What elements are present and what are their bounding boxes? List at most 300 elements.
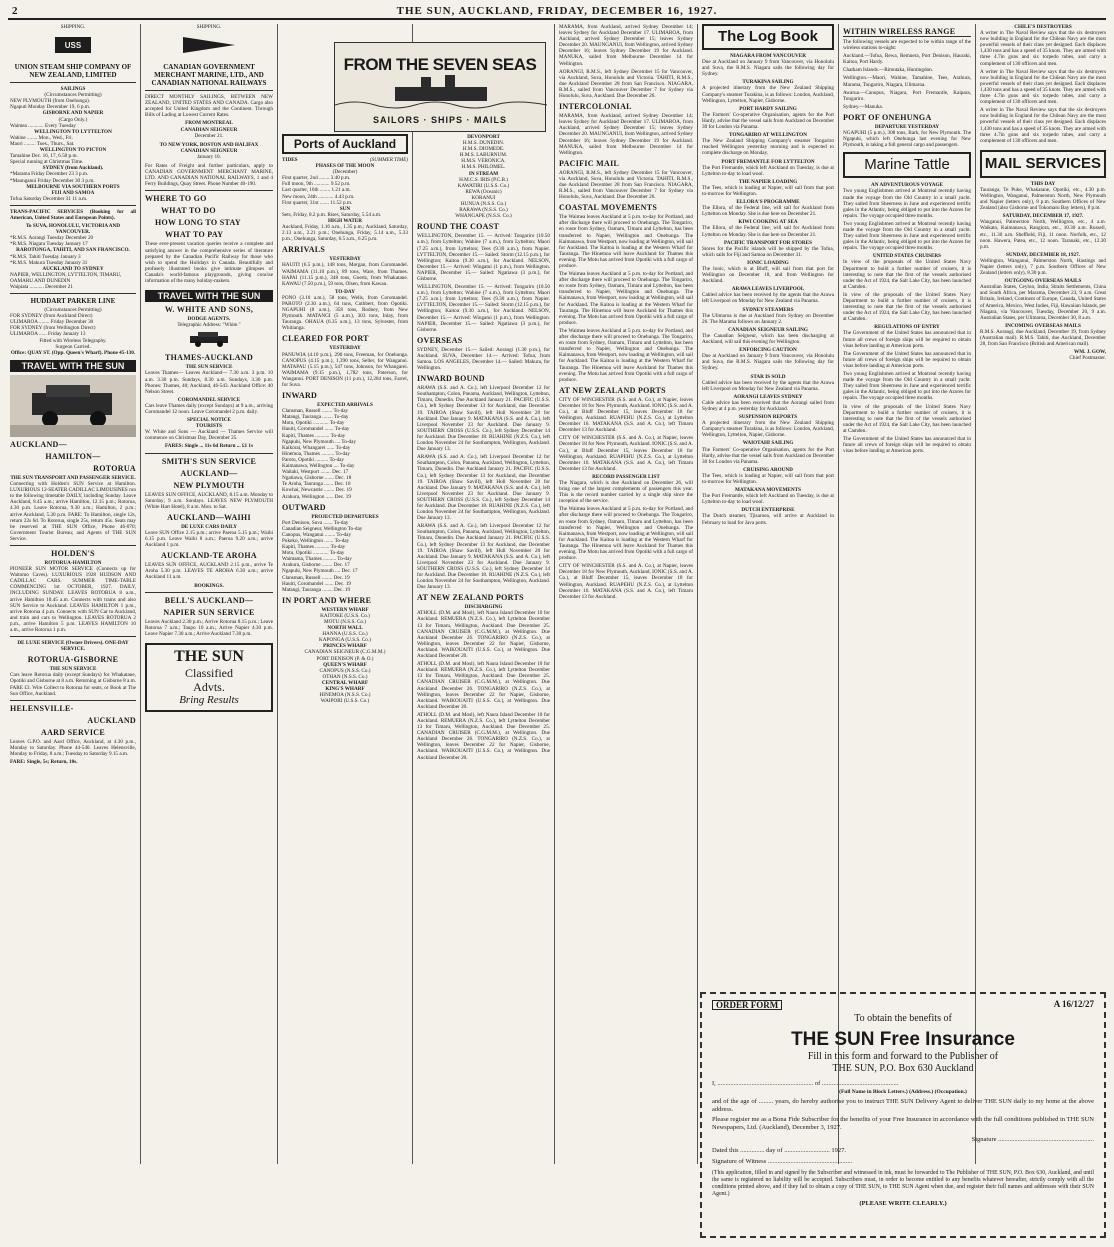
niagara-body: Due at Auckland on January 9 from Vancouver, via Honolulu and Suva, the R.M.S. Niagara sails the following day for Sydney. [702,353,834,372]
sun-heading: SUN [339,205,351,212]
list-item: Pukeko, Wellington ....... To-day [282,537,350,544]
what-to-pay: WHAT TO PAY [165,230,224,240]
route-title-2: HAMILTON— [45,451,101,461]
marine-tattle-heading: Marine Tattle [843,152,971,178]
high-water-body: Auckland, Friday, 1.16 a.m., 1.35 p.m.; Auckland, Saturday, 2.13 a.m., 2.21 p.m.; Onehunga, Friday, 5.14 a.m., 5.33 p.m.; Onehunga, Saturday, 6.5 a.m., 6.25 p.m. [282,224,408,243]
list-item: H.M.S. LABURNUM. [459,152,508,159]
bell-body: Leaves Auckland 2.30 p.m.; Arrive Rotorua 8.15 p.m.; Leave Rotorua 7 a.m.; Taupo 10 a.m.; Arrive Napier 4.30 p.m. Leave Napier 7.30 a.m.; Arrive Auckland 7.30 p.m. [145,618,273,637]
list-item: WELLINGTON TO PICTON [39,147,107,154]
projected-heading: PROJECTED DEPARTURES [311,513,379,520]
list-item: NEW PLYMOUTH (from Onehunga). [10,98,91,105]
list-item: Ngapuhi, New Plymouth .... Dec. 17 [282,568,358,575]
sunday-body: Wellington, Wanganui, Palmerston North, Hastings and Napier (letters only), 7 p.m. Southern Offices of New Zealand (letters only), 8.30 p.m. [980,257,1106,277]
column-wireless [843,24,971,986]
list-item: Auckland.—Tofua, Rewa, Remuera, Port Denison, Hauraki, Kaitoa, Port Hardy. [843,53,971,66]
sydney-steamer-body: The Ulimaroa is due at Auckland from Sydney on December 26. The Marama follows on January 2. [702,312,834,325]
onehunga-heading: PORT OF ONEHUNGA [843,112,932,122]
date-field[interactable]: Dated this ............... day of ............................ 1927. [712,1147,846,1154]
pacific-transport-body: Stores for the Pacific islands will be shipped by the Tofua, which sails for Fiji and Samoa on December 31. [702,245,834,258]
tees-body: The Tees, which is loading at Napier, will sail from that port to-morrow for Wellington. [702,184,834,197]
list-item: WHANGAPE (N.S.S. Co.) [455,213,512,220]
helensville-title-1: HELENSVILLE- [10,703,74,713]
us-cruisers-body: In view of the proposals of the United States Navy Department to build a further number of cruisers, it is interesting to note that the first of the vessels authorised under the Act of 1924, the Salt Lake City, has been launched at Camden. [843,291,971,323]
destroyers-body: A writer in The Naval Review says that the six destroyers now building in England for the Chilean Navy are the most powerful vessels of their class yet designed. Each displaces 1,430 tons and has a speed of 35 knots. They are armed with three 4.7in guns and six torpedo tubes, and carry a complement of 130 officers and men. [980,30,1106,67]
adventurous-body: Two young Englishmen arrived at Montreal recently having made the voyage from the Old Country in a small yacht. They sailed from Sheerness in June and experienced terrific gales in the Atlantic, being obliged to put into the Azores for repairs. The voyage occupied three months. [843,220,971,252]
pennant-icon [145,30,273,60]
turakina-heading: TURAKINA SAILING [742,79,794,86]
list-item: KORANUI [471,194,496,201]
list-item: Tamahine Dec. 16, 17, 6.50 p.m. [10,153,78,160]
niagara-body: Due at Auckland on January 9 from Vancouver, via Honolulu and Suva, the R.M.S. Niagara sails the following day for Sydney. [702,59,834,78]
tees-heading: THE NAPIER LOADING [738,178,798,185]
column-rule [554,24,555,1164]
cooking-heading: KIWI COOKING AT SEA [738,219,798,226]
route-sub: THE SUN TRANSPORT AND PASSENGER SERVICE. [10,474,136,481]
list-item: Motu, Opotiki ............ To-day [282,550,345,557]
overseas-heading: OVERSEAS [417,335,463,345]
arrivals-body: HAUITI (6.5 p.m.), 148 tons, Morgan, from Coromandel. WAIMAMA (11.10 p.m.), 89 tons, Ware, from Thames. HAPAI (11.15 p.m.), 348 tons, Goertz, from Whakatane. KAWAU (7.50 p.m.), 59 tons, Olsen, from Kawau. [282,262,408,287]
saturday-heading: SATURDAY, DECEMBER 17, 1927. [1002,213,1084,220]
classified-title: THE SUN [174,647,244,665]
destroyers-body: A writer in The Naval Review says that the six destroyers now building in England for the Chilean Navy are the most powerful vessels of their class yet designed. Each displaces 1,430 tons and has a speed of 35 knots. They are armed with three 4.7in guns and six torpedo tubes, and carry a complement of 130 officers and men. [980,68,1106,106]
sunday-heading: SUNDAY, DECEMBER 18, 1927. [1006,251,1080,258]
witness-field[interactable]: Signature of Witness .................................................... [712,1158,853,1165]
list-item: CANADIAN SEIGNEUR (C.G.M.M.) [304,649,386,656]
white-sub: DODGE AGENTS. [187,316,231,323]
canadian-body: DIRECT MONTHLY SAILINGS, BETWEEN NEW ZEALAND, UNITED STATES AND CANADA. Cargo also accepted for United Kingdom and the Continent. Through Bills of Lading at Lowest Current Rates. [145,94,273,119]
list-item: FIJI AND SAMOA [51,189,95,196]
western-wharf: WESTERN WHARF [321,606,369,613]
round-coast-body: WELLINGTON, December 15. — Arrived: Tongariro (10.50 a.m.), from Lyttelton; Wahine (7 a.m.), from Lyttelton; Maori (7.25 a.m.), from Lyttelton; Tees (9.30 a.m.), from Napier. LYTTELTON, December 15.— Sailed: Storm (12.15 p.m.), for Wellington; Kaitoa (9.30 a.m.), for Auckland. NELSON, December 15.— Arrived: Wingatui (1 p.m.), from Wellington. NAPIER, December 15.— Sailed: Ngatiawa (3 p.m.), for Gisborne. [417,284,550,333]
smith-body: LEAVES SUN OFFICE, AUCKLAND, 8.15 a.m. Monday to Saturday; 9 a.m. Sundays. LEAVES NEW PLYMOUTH (White Hart Hotel), 8 a.m. Mon. to Sat. [145,491,273,510]
list-item: NORTH WALL [327,625,363,632]
list-item: *R.M.S. Makura Tuesday January 31 [10,259,88,266]
ellora-body: The Ellora, of the Federal line, will sail for Auckland from Lyttelton on Monday. She is due here on December 21. [702,225,834,238]
waihi-heading: AUCKLAND—WAIHI [167,512,251,522]
list-item: ULIMAROA ...... Friday January 13 [10,331,86,338]
coastal-body: The Waimea leaves Auckland at 5 p.m. to-day for Portland, and after discharge there will proceed to Onehunga. The Tongariro, en route from Sydney, Oamaru, Timaru and Lyttelton, has been transferred to Napier, Wellington and Onehunga. The Kaimanawa, from Westport, now loading at Wellington, will sail for Auckland. The Kaitoa is loading at the Western Wharf for Tauranga. The Hinemoa will leave Auckland for Thames this evening. The Motu has arrived from Opotiki with a full cargo of produce. [559,327,693,383]
list-item: Special running at Christmas Time. [10,159,84,166]
list-item: *R.M.S. Tahiti Tuesday January 3 [10,253,81,260]
coromandel-heading: COROMANDEL SERVICE [177,396,241,403]
hardy-body: The Farmers' Co-operative Organisation, agents for the Port Hardy, advise that the vessel sails from Auckland on December 30 for London via Panama. [702,446,834,465]
at-nz-body: ATHOLL (D.M. and Mosl), left Naura Island December 10 for Auckland. REMUERA (N.Z.S. Co.), left Lyttelton December 13 for Timaru, Wellington, Auckland. Due December 25. CANADIAN CRUISER (C.G.M.M.), at Wellington. Due Auckland December 26. TONGARIRO (N.Z.S. Co.), at Wellington, leaves December 22 for Napier, Gisborne, Auckland. WAIKOUAITI (U.S.S. Co.), at Wellington. Due Auckland December 20. [417,610,550,660]
pacific-body: AORANGI, R.M.S., left Sydney December 15 for Vancouver, via Auckland, Suva, Honolulu and Victoria. TAHITI, R.M.S., due Auckland December 28 from San Francisco. NIAGARA, R.M.S., sailed from Vancouver December 7 for Sydney via Honolulu, Suva, Auckland. Due December 26. [559,169,693,201]
list-item: WELLINGTON TO LYTTELTON [34,128,112,135]
postmaster-name: WM. J. GOW, [1074,349,1106,356]
devonport-heading: DEVONPORT [467,134,500,140]
list-item: Matangi, Tauranga ........ To-day [282,414,349,421]
fremantle-body: The Port Fremantle, which left Auckland on Tuesday, is due at Lyttelton to-day to load wool. [702,164,834,177]
enforcing-heading: ENFORCING CAUTION [739,347,797,354]
coastal-body: The Waimea leaves Auckland at 5 p.m. to-day for Portland, and after discharge there will proceed to Onehunga. The Tongariro, en route from Sydney, Oamaru, Timaru and Lyttelton, has been transferred to Napier, Wellington and Onehunga. The Kaimanawa, from Westport, now loading at Wellington, will sail for Auckland. The Kaitoa is loading at the Western Wharf for Tauranga. The Hinemoa will leave Auckland for Thames this evening. The Motu has arrived from Opotiki with a full cargo of produce. [559,271,693,326]
special-notice: SPECIAL NOTICE [187,417,231,424]
list-item: Waipiata ........... December 21 [10,284,73,290]
us-cruisers-body: In view of the proposals of the United States Navy Department to build a further number of cruisers, it is interesting to note that the first of the vessels authorised under the Act of 1924, the Salt Lake City, has been launched at Camden. [843,259,971,290]
niagara-heading: NIAGARA FROM VANCOUVER [730,53,806,59]
ionic-heading: IONIC LOADING [747,259,789,266]
tees-body: The Tees, which is loading at Napier, will sail from that port to-morrow for Wellington. [702,472,834,485]
expected-heading: EXPECTED ARRIVALS [317,402,373,409]
column-rule [140,24,141,1164]
destroyers-heading: CHILE'S DESTROYERS [1014,24,1072,30]
order-form-address: THE SUN, P.O. Box 630 Auckland [832,1063,974,1074]
arawa-body: Cabled advice has been received by the agents that the Arawa left Liverpool on Monday for New Zealand via Panama. [702,292,834,305]
regulations-heading: REGULATIONS OF ENTRY [874,324,940,331]
stream-heading: IN STREAM [468,170,499,177]
masthead-title: THE SUN, AUCKLAND, FRIDAY, DECEMBER 16, 1927. [396,5,718,17]
inward-bound-body: ARAWA (S.S. and A. Co.), left Liverpool December 12 for Southampton, Colon, Panama, Auckland, Wellington, Lyttelton, Timaru, Dunedin. Due Auckland January 21. PACIFIC (U.S.S. Co.), left Sydney December 13 for Auckland, due December 19. TAIROA (Shaw Savill), left Hull November 20 for Auckland. Due January 9. MATAKANA (S.S. and A. Co.), left Liverpool November 23 for Auckland. Due January 9. SOUTHERN CROSS (U.S.S. Co.), left Sydney December 14 for Auckland. Due December 18. RUAHINE (N.Z.S. Co.), left London November 24 for Southampton, Wellington, Auckland. Due January 13. [417,523,550,591]
list-item: Surgeon Carried. [55,343,91,350]
this-day-body: Tauranga, Te Puke, Whakatane, Opotiki, etc., 4.30 p.m. Wellington, Wanganui, Palmerston North, New Plymouth and Napier (letters only), 8 p.m. Southern Offices of New Zealand (also Gisborne and Tokomaru Bay letters), 8 p.m. [980,186,1106,212]
waihi-sub: DE LUXE CARS DAILY [181,523,237,530]
classified-line: Bring Results [179,693,239,706]
seigneur-body: The Canadian Seigneur, which has been discharging at Auckland, will sail this evening for Wellington. [702,332,834,346]
order-form-headline: THE SUN Free Insurance [791,1029,1015,1050]
list-item: RARAWA (N.S.S. Co.) [459,207,508,214]
list-item: Ngapuhi, New Plymouth .... To-day [282,438,357,445]
list-item: Canadian Seigneur, Wellington To-day [282,525,363,532]
column-devonport [417,134,550,1242]
outward-heading: OUTWARD [282,502,326,512]
column-rule [697,24,698,1164]
tongariro-heading: TONGARIRO AT WELLINGTON [729,132,807,139]
incoming-heading: INCOMING OVERSEAS MAILS [1005,322,1081,329]
list-item: Clansman, Russell ........ Dec. 19 [282,574,350,581]
column-shipping-canadian [145,24,273,1242]
canadian-contact: For Rates of Freight and further particulars, apply to CANADIAN GOVERNMENT MERCHANT MARINE, LTD. AND CANADIAN NATIONAL RAILWAYS, 1 and 4 Ferry Buildings, Quay Street. Phone Number 40-190. [145,163,273,188]
regulations-body: The Government of the United States has announced that in future all crews of foreign ships will be required to obtain visas before landing at American ports. [843,435,971,455]
tides-heading: TIDES [282,157,298,163]
departure-body: NGAPUHI (5 p.m.), 308 tons, Bark, for New Plymouth. The Ngapuhi, which left Onehunga last evening for New Plymouth, is taking a full general cargo and passengers. [843,130,971,149]
list-item: FOR SYDNEY (from Auckland Direct) [10,313,93,320]
list-item: Matangi, Tauranga ........ Dec. 19 [282,586,351,593]
saturday-body: Wanganui, Palmerston North, Wellington, etc., 4 a.m. Waikato, Kaimanawa, Rangiora, etc., 10.30 a.m. Russell, etc., 11.30 a.m. Sheffield, Fiji, 11 noon. Norfolk, etc., 12 noon. Hawera, Patea, etc., 12 noon. Taranaki, etc., 12.30 p.m. [980,219,1106,250]
list-item: *Marama Friday December 23 3 p.m. [10,171,89,178]
inward-bound-heading: INWARD BOUND [417,374,485,384]
list-item: FOR SYDNEY (from Wellington Direct) [10,325,96,332]
arrivals-heading: ARRIVALS [282,245,326,255]
regulations-body: The Government of the United States has announced that in future all crews of foreign ships will be required to obtain visas before landing at American ports. [843,350,971,369]
list-item: CENTRAL WHARF [321,679,369,686]
record-body: The Niagara, which is due Auckland on December 26, will bring one of the largest complements of passengers this year. This is the record number carried by a single ship since the inception of the service. [559,480,693,505]
coastal-body: The Waimea leaves Auckland at 5 p.m. to-day for Portland, and after discharge there will proceed to Onehunga. The Tongariro, en route from Sydney, Oamaru, Timaru and Lyttelton, has been transferred to Napier, Wellington and Onehunga. The Kaimanawa, from Westport, now loading at Wellington, will sail for Auckland. The Kaitoa is loading at the Western Wharf for Tauranga. The Hinemoa will leave Auckland for Thames this evening. The Motu has arrived from Opotiki with a full cargo of produce. [559,506,693,562]
destroyers-body: A writer in The Naval Review says that the six destroyers now building in England for the Chilean Navy are the most powerful vessels of their class yet designed. Each displaces 1,430 tons and has a speed of 35 knots. They are armed with three 4.7in guns and six torpedo tubes, and carry a complement of 130 officers and men. [980,107,1106,144]
section-label: SHIPPING. [196,24,222,30]
mail-services-heading: MAIL SERVICES [980,150,1106,178]
order-form-ref: A 16/12/27 [1053,999,1094,1009]
list-item: Te Aroha, Tauranga ....... Dec. 18 [282,481,351,488]
travel-banner: TRAVEL WITH THE SUN [10,360,136,372]
what-to-do: WHAT TO DO [161,206,216,216]
trans-pacific-head: TRANS-PACIFIC SERVICES (Booking for all American, United States and European Points). [10,208,136,221]
huddart-sub: (Circumstances Permitting) [44,307,102,314]
regulations-body: The Government of the United States has announced that in future all crews of foreign ships will be required to obtain visas before landing at American ports. [843,330,971,349]
list-item: New moon, 24th ............ 4.43 p.m. [282,193,355,200]
list-item: KAPONGA (U.S.S. Co.) [319,637,371,644]
smith-sub: AUCKLAND— [180,468,238,478]
list-item: H.M.S. VERONICA. [461,158,506,165]
list-item: OTHAN (N.S.S. Co.) [322,673,368,680]
at-nz-ports-body: CITY OF WINCHESTER (S.S. and A. Co.), at Napier, leaves December 18 for New Plymouth, Auckland. IONIC (S.S. and A. Co.), at Bluff December 15, leaves December 18 for Wellington, Auckland. RUAPEHU (N.Z.S. Co.), at Lyttelton December 16. MATAKANA (S.S. and A. Co.), left Timaru December 13 for Auckland. [559,563,693,600]
turakina-body: A projected itinerary from the New Zealand Shipping Company's steamer Turakina, is as follows: London, Auckland, Wellington, Lyttelton, Napier, Gisborne. [702,420,834,439]
list-item: Kapiti, Thames ........... To-day [282,432,346,439]
list-item: REWA (Oceanic) [465,188,502,195]
discharging: DISCHARGING [464,604,503,611]
seven-seas-banner [334,42,546,132]
ionic-body: The Ionic, which is at Bluff, will sail from that port for Wellington on December 18, and from Wellington for Auckland. [702,266,834,285]
company-name: CANADIAN GOVERNMENT MERCHANT MARINE, LTD., AND CANADIAN NATIONAL RAILWAYS [151,63,267,88]
list-item: GISBORNE AND NAPIER [42,110,104,117]
order-form [700,992,1106,1238]
list-item: Canopus, Wanganui ........ To-day [282,531,352,538]
page-number: 2 [12,5,19,17]
departure-heading: DEPARTURE YESTERDAY [874,123,940,130]
sydney-steamer-heading: SYDNEY STEAMERS [742,306,794,313]
thames-heading: THAMES-AUCKLAND [164,353,254,363]
adventurous-heading: AN ADVENTUROUS VOYAGE [871,182,943,189]
list-item: Hauiti, Coromandel ....... Dec. 19 [282,580,352,587]
ship-name: CANADIAN SEIGNEUR [180,126,238,133]
cleared-body: PANUWIA (4.10 p.m.), 290 tons, Freeman, for Onehunga. CANOPUS (4.15 p.m.), 1,390 tons, Seller, for Wanganui. MATAPAU (5.15 p.m.), 547 tons, Johnson, for Whangarei. WAIMAMA (9.15 p.m.), 1,782 tons, Paterson, for Wanganui. PORT DENISON (11 p.m.), 12,284 tons, Farrel, for Suva. [282,351,408,388]
sun-line: Sets, Friday, 8.2 p.m. Rises, Saturday, 5.54 a.m. [282,211,382,218]
suspension-heading: SUSPENSION REPORTS [738,414,798,421]
deluxe: DE LUXE SERVICE (Owner Drivers). ONE-DAY SERVICE. [17,640,129,653]
classified-line: Classified [185,665,233,680]
signature-field[interactable]: Signature ........................................................... [971,1136,1094,1143]
column-rule [412,24,413,1164]
column-mail [980,24,1106,986]
to-new-york: TO NEW YORK, BOSTON AND HALIFAX [159,141,259,148]
intercolonial-body: AORANGI, R.M.S., left Sydney December 15 for Vancouver, via Auckland, Suva, Honolulu and Victoria. TAHITI, R.M.S., due Auckland December 28 from San Francisco. NIAGARA, R.M.S., sailed from Vancouver December 7 for Sydney via Honolulu, Suva, Auckland. Due December 26. [559,68,693,100]
list-item: H.M.S. PHILOMEL. [461,164,506,171]
list-item: QUEEN'S WHARF [323,661,367,668]
company-name: UNION STEAM SHIP COMPANY OF NEW ZEALAND, LIMITED [14,63,132,80]
round-coast-heading: ROUND THE COAST [417,222,500,232]
intercolonial-heading: INTERCOLONIAL [559,102,632,112]
column-intercolonial [559,24,693,1242]
column-log-book [702,24,834,986]
list-item: Office: QUAY ST. (Opp. Queen's Wharf). Phone 45-130. [10,349,136,356]
order-form-closing: (PLEASE WRITE CLEARLY.) [859,1200,947,1207]
section-label: SHIPPING. [60,24,86,30]
route-title-3: ROTORUA [93,463,136,473]
pacific-heading: PACIFIC MAIL [559,158,620,168]
list-item: (Cargo Only.) [58,116,88,123]
list-item: HINEMOA (N.S.S. Co.) [319,692,371,699]
list-item: PRINCES WHARF [323,643,367,650]
intercolonial-body: MARAMA, from Auckland, arrived Sydney December 14; leaves Sydney for Auckland December 17. ULIMAROA, from Auckland, arrived Sydney December 15; leaves Sydney December 20. MAUNGANUI, from Wellington, arrived Sydney December 16; leaves Sydney December 19 for Auckland. MANUKA, sailed from Melbourne December 14 for Wellington. [559,113,693,156]
thames-body: Leaves Thames— Leaves Auckland— 7.30 a.m. 3 p.m. 10 a.m. 3.30 p.m. Sundays, 8.30 a.m. Sundays, 3.30 p.m. Phones: Thames, 40; Auckland, 46-543. Auckland Office: 40 Nelson Street. [145,370,273,395]
gisborne-sub: THE SUN SERVICE [49,666,97,673]
order-form-intro: To obtain the benefits of [854,1013,952,1024]
log-book-heading: The Log Book [702,24,834,50]
where-to-go: WHERE TO GO [145,194,207,204]
fremantle-body: The Port Fremantle, which left Auckland on Tuesday, is due at Lyttelton to-day to load wool. [702,493,834,506]
list-item: Waimama, Thames .......... To-day [282,556,352,563]
arawa-heading: ARAWA LEAVES LIVERPOOL [731,286,805,293]
helensville-body: Leaves G.P.O. and Aard Office, Auckland, at 4.30 p.m., Monday to Saturday. Phone 44-540. Leaves Helensville, Monday to Friday, 8 a.m.; Tuesday to Saturday 9.15 a.m. [10,738,136,757]
sailings-head: SAILINGS [60,86,86,93]
at-nz-body: ATHOLL (D.M. and Mosl), left Naura Island December 10 for Auckland. REMUERA (N.Z.S. Co.), left Lyttelton December 13 for Timaru, Wellington, Auckland. Due December 25. CANADIAN CRUISER (C.G.M.M.), at Wellington. Due Auckland December 26. TONGARIRO (N.Z.S. Co.), at Wellington, leaves December 22 for Napier, Gisborne, Auckland. WAIKOUAITI (U.S.S. Co.), at Wellington. Due Auckland December 20. [417,711,550,761]
list-item: MOTU (N.S.S. Co.) [323,619,367,625]
list-item: Ngatiawa, Gisborne ....... Dec. 18 [282,475,352,482]
at-nz-ports-body: CITY OF WINCHESTER (S.S. and A. Co.), at Napier, leaves December 18 for New Plymouth, Auckland. IONIC (S.S. and A. Co.), at Bluff December 15, leaves December 18 for Wellington, Auckland. RUAPEHU (N.Z.S. Co.), at Lyttelton December 16. MATAKANA (S.S. and A. Co.), left Timaru December 13 for Auckland. [559,396,693,434]
aorangi-heading: AORANGI LEAVES SYDNEY [733,393,803,400]
helensville-fares: FARE: Single, 5s; Return, 10s. [10,759,78,766]
sailings-sub: (Circumstances Permitting) [44,92,102,99]
list-item: *Maunganui Friday December 30 3 p.m. [10,177,95,184]
masthead [8,4,1106,20]
at-nz-heading: AT NEW ZEALAND PORTS [417,593,524,603]
round-coast-body: WELLINGTON, December 15. — Arrived: Tongariro (10.50 a.m.), from Lyttelton; Wahine (7 a.m.), from Lyttelton; Maori (7.25 a.m.), from Lyttelton; Tees (9.30 a.m.), from Napier. LYTTELTON, December 15.— Sailed: Storm (12.15 p.m.), for Wellington; Kaitoa (9.30 a.m.), for Auckland. NELSON, December 15.— Arrived: Wingatui (1 p.m.), from Wellington. NAPIER, December 15.— Sailed: Ngatiawa (3 p.m.), for Gisborne. [417,233,550,282]
tourists: TOURISTS [195,423,223,430]
list-item: KAWATIRI (U.S.S. Co.) [457,182,510,189]
order-form-notice: (This application, filled in and signed by the Subscriber and witnessed in ink, must be forwarded to The Publisher of THE SUN, P.O. Box 630, Auckland, and until the same is registered no liability will be accepted. Subscribers must, in order to become entitled to any benefits whatever hereafter, strictly comply with all the conditions printed above, and if they fail to obtain a copy of THE SUN, to THE SUN Agent when due, and register their full names and addresses with their SUN Agent.) [712,1170,1094,1197]
travel-banner: TRAVEL WITH THE SUN [145,290,273,302]
sailings-list [10,98,136,202]
outgoing-body: Australian States, Ceylon, India, Straits Settlements, China and South Africa, per Marama, December 23, 9 a.m. Great Britain, Ireland, Continent of Europe, Canada, United States of America, Mexico, West Indies, Fiji, Hawaiian Islands, per Niagara, via Vancouver, Tuesday, December 20, 9 a.m. Australian States, per Ulimaroa, December 30, 8 a.m. [980,284,1106,321]
pacific-transport-heading: PACIFIC TRANSPORT FOR STORES [723,239,813,246]
star-heading: STAR IS SOLD [750,373,786,380]
white-heading: W. WHITE AND SONS, [164,305,254,315]
list-item: Hinemoa, Thames .......... To-day [282,450,351,457]
outgoing-heading: OUTGOING OVERSEAS MAILS [1004,278,1082,285]
order-form-instruction: Fill in this form and forward to the Publisher of [807,1051,999,1062]
list-item: SYDNEY (from Auckland). [42,165,104,172]
car-icon [145,328,273,350]
smith-sub-2: NEW PLYMOUTH [173,480,245,490]
bookings: BOOKINGS. [194,582,224,589]
coastal-body: The Waimea leaves Auckland at 5 p.m. to-day for Portland, and after discharge there will proceed to Onehunga. The Tongariro, en route from Sydney, Oamaru, Timaru and Lyttelton, has been transferred to Napier, Wellington and Onehunga. The Kaimanawa, from Westport, now loading at Wellington, will sail for Auckland. The Kaitoa is loading at the Western Wharf for Tauranga. The Hinemoa will leave Auckland for Thames this evening. The Motu has arrived from Opotiki with a full cargo of produce. [559,214,693,269]
list-item: Chatham Islands.—Rimutaka, Huntingdon. [843,67,934,74]
list-item: *R.M.S. Aorangi Tuesday December 20 [10,235,94,242]
ship-date: January 10. [197,153,221,160]
list-item: H.M.S. DUNEDIN. [462,140,505,147]
ship-name: CANADIAN SEIGNEUR [180,147,238,154]
cleared-heading: CLEARED FOR PORT [282,334,369,344]
column-ports [282,134,408,1242]
list-item: Full moon, 9th ............ 9.52 p.m. [282,181,351,188]
name-field-caption: (Full Name in Block Letters.) (Address.) (Occupation.) [839,1089,967,1095]
register-text: Please register me as a Bona Fide Subscriber for the benefits of your Free Insurance in accordance with the full conditions published in THE SUN Newspapers, Ltd. (Auckland), December 3, 1927. [712,1116,1094,1131]
list-item: WAIPORI (U.S.S. Co.) [320,698,370,705]
waihi-body: Leave SUN Office 2.15 p.m.; arrive Paeroa 5.15 p.m.; Waihi 6.15 p.m. Leave Waihi 8 a.m.; Paeroa 9.20 a.m.; arrive Auckland 1 p.m. [145,529,273,549]
suva-head: To SUVA, HONOLULU, VICTORIA AND VANCOUVER. [25,223,121,236]
route-body: Connecting with Holden's SUN Service at Hamilton. LUXURIOUS 12-SEATER CADILLAC LIMOUSINES run to the following timetable DAILY, including Sunday. Leave Auckland, 8.45 a.m.; arrive Hamilton, 12.15 p.m.; Rotorua, 4.30 p.m. Leave Rotorua, 9.30 a.m.; Hamilton, 2 p.m.; arrive Auckland, 5.30 p.m. FARE: To Hamilton, single 12s, return 22s 6d. To Rotorua, single 25s, return 45s. Seats may be reserved at THE SUN Office, Phone 46-070; Government Tourist Bureau; and Agents of THE SUN Service. [10,481,136,542]
list-item: KING'S WHARF [325,686,365,693]
wireless-intro: The following vessels are expected to be within range of the wireless stations to-night: [843,39,971,52]
yesterday-heading: YESTERDAY [329,345,361,352]
list-item: Maori ......... Tues., Thurs., Sat. [10,140,75,147]
holden-heading: HOLDEN'S [51,548,95,558]
hardy-body: The Farmers' Co-operative Organisation, agents for the Port Hardy, advise that the vessel sails from Auckland on December 30 for London via Panama. [702,111,834,131]
car-photo [10,375,136,437]
list-item: HUNUA (N.S.S. Co.) [460,201,507,208]
list-item: MELBOURNE VIA SOUTHERN PORTS [26,183,120,190]
wireless-heading: WITHIN WIRELESS RANGE [843,27,971,37]
holden-sub: ROTORUA-HAMILTON [44,559,102,566]
svg-text:USS: USS [64,41,82,51]
tongariro-body: The New Zealand Shipping Company's steamer Tongariro reached Wellington yesterday morning and is expected to complete discharge on Monday. [702,138,834,157]
list-item: Kaikorai, Whangarei ...... To-day [282,444,351,451]
aroha-heading: AUCKLAND-TE AROHA [161,551,257,561]
list-item: Arahura, Gisborne ........ Dec. 17 [282,562,350,569]
list-item: Kaimanawa, Wellington .... To-day [282,463,355,470]
list-item: Paroto, Opotiki .......... To-day [282,456,345,463]
this-day-heading: THIS DAY [1030,180,1056,187]
seigneur-heading: CANADIAN SEIGNEUR SAILING [728,326,808,333]
from-montreal: FROM MONTREAL [185,120,233,127]
classified-line: Advts. [193,679,225,694]
fremantle-heading: PORT FREMANTLE FOR LYTTELTON [721,158,815,165]
list-item: Kowhai, Newcastle ........ Dec. 19 [282,487,352,494]
postmaster-title: Chief Postmaster. [1069,355,1106,362]
inward-bound-body: ARAWA (S.S. and A. Co.), left Liverpool December 12 for Southampton, Colon, Panama, Auckland, Wellington, Lyttelton, Timaru, Dunedin. Due Auckland January 21. PACIFIC (U.S.S. Co.), left Sydney December 13 for Auckland, due December 19. TAIROA (Shaw Savill), left Hull November 20 for Auckland. Due January 9. MATAKANA (S.S. and A. Co.), left Liverpool November 23 for Auckland. Due January 9. SOUTHERN CROSS (U.S.S. Co.), left Sydney December 14 for Auckland. Due December 18. RUAHINE (N.Z.S. Co.), left London November 24 for Southampton, Wellington, Auckland. Due January 13. [417,454,550,522]
list-item: *R.M.S. Niagara Tuesday January 17 [10,241,88,248]
list-item: Wahine ........ Mon., Wed., Fri. [10,134,73,141]
dutch-heading: DUTCH ENTERPRISE [741,507,795,514]
in-port-heading: IN PORT AND WHERE [282,595,372,605]
order-form-label: ORDER FORM [712,1000,782,1010]
list-item: Port Denison, Suva ....... To-day [282,519,349,526]
overseas-body: SYDNEY, December 15.— Sailed: Aorangi (1.30 p.m.), for Auckland. SUVA, December 14.— Arrived: Tofua, from Samoa. LOS ANGELES, December 14.— Sailed: Makura, for Wellington. [417,346,550,372]
list-item: H.M.S. DIOMEDE. [462,146,505,153]
huddart-heading: HUDDART PARKER LINE [30,297,116,306]
column-shipping-union [10,24,136,1242]
us-cruisers-heading: UNITED STATES CRUISERS [872,253,942,260]
aroha-body: LEAVES SUN OFFICE, AUCKLAND 2.15 p.m., arrive Te Aroha 5.30 p.m. LEAVES TE AROHA 6.30 a.m.; arrive Auckland 11 a.m. [145,562,273,581]
at-nz-ports-body: CITY OF WINCHESTER (S.S. and A. Co.), at Napier, leaves December 18 for New Plymouth, Auckland. IONIC (S.S. and A. Co.), at Bluff December 15, leaves December 18 for Wellington, Auckland. RUAPEHU (N.Z.S. Co.), at Lyttelton December 16. MATAKANA (S.S. and A. Co.), left Timaru December 13 for Auckland. [559,435,693,472]
seven-seas-subtitle: SAILORS · SHIPS · MAILS [372,115,507,125]
ellora-heading: ELLORA'S PROGRAMME [736,199,800,206]
adventurous-body: Two young Englishmen arrived at Montreal recently having made the voyage from the Old Country in a small yacht. They sailed from Sheerness in June and experienced terrific gales in the Atlantic, being obliged to put into the Azores for repairs. The voyage occupied three months. [843,371,971,402]
list-item: ULIMAROA ........ Friday December 30 [10,319,94,326]
sydney-head: RAROTONGA, TAHITI, AND SAN FRANCISCO. [16,247,130,254]
intercolonial-body: MARAMA, from Auckland, arrived Sydney December 14; leaves Sydney for Auckland December 17. ULIMAROA, from Auckland, arrived Sydney December 15; leaves Sydney December 20. MAUNGANUI, from Wellington, arrived Sydney December 16; leaves Sydney December 19 for Auckland. MANUKA, sailed from Melbourne December 14 for Wellington. [559,24,693,67]
list-item: Awarua.—Canopus, Niagara, Port Fremantle, Kaipara, Tongariro. [843,89,971,102]
list-item: Motu, Opotiki ............ To-day [282,420,345,427]
thames-sub: THE SUN SERVICE [185,364,233,371]
dutch-body: The Dutch steamer, Tjisaroea, will arrive at Auckland in February to load for Java ports. [702,513,834,526]
turakina-body: A projected itinerary from the New Zealand Shipping Company's steamer Turakina, is as follows: London, Auckland, Wellington, Lyttelton, Napier, Gisborne. [702,85,834,104]
gisborne-heading: ROTORUA-GISBORNE [27,655,119,665]
ports-heading: Ports of Auckland [282,134,408,154]
list-item: H.M.C.S. IRIS (P.C.B.) [459,176,508,183]
list-item: Wellington.—Maori, Wahine, Tamahine, Tees, Arahura, Marama, Tongariro, Niagara, Ulimaroa. [843,75,971,88]
authorise-text: and of the age of ......... years, do hereby authorise you to instruct THE SUN Delivery Agent to deliver THE SUN daily to my home at the above address. [712,1098,1094,1113]
seven-seas-title: FROM THE SEVEN SEAS [343,55,537,74]
where-body: These ever-present vacation queries receive a complete and satisfying answer in the comprehensive series of literature prepared by the Canadian Pacific Railway for those who wish to spend the Holidays in Canada. Beautifully and profusely illustrated books give intimate glimpses of Canada's world-famous playgrounds, giving concise information of the many holiday-makers. [145,241,273,284]
white-tel: Telegraphic Address: "White." [177,322,241,329]
helensville-title-3: AARD SERVICE [41,727,105,737]
list-item: Clansman, Russell ........ To-day [282,408,349,415]
holden-body: PIONEER SUN MOTOR SERVICE (Connects up for Waitomo Caves). LUXURIOUS 1928 HUDSON AND CADILLAC CARS. SUMMER TIME-TABLE COMMENCING 1st OCTOBER, 1927. DAILY, INCLUDING SUNDAY. LEAVES ROTORUA 8 a.m., arrive Hamilton 10.45 a.m. Connects with trains and also SUN Service to Auckland. LEAVES HAMILTON 1 p.m., arrive Rotorua 4 p.m. Connects with SUN Car to Auckland, and train and cars to Wellington. LEAVES ROTORUA 2 p.m., arrive Hamilton 5 p.m. LEAVES HAMILTON 10 a.m., arrive Rotorua 1 p.m. [10,566,136,633]
adventurous-body: Two young Englishmen arrived at Montreal recently having made the voyage from the Old Country in a small yacht. They sailed from Sheerness in June and experienced terrific gales in the Atlantic, being obliged to put into the Azores for repairs. The voyage occupied three months. [843,188,971,219]
bell-sub: NAPIER SUN SERVICE [163,607,255,617]
classified-box [145,643,273,712]
list-item: Kapiti, Thames ........... To-day [282,544,346,551]
today-heading: TO-DAY [335,288,355,295]
inward-bound-body: ARAWA (S.S. and A. Co.), left Liverpool December 12 for Southampton, Colon, Panama, Auckland, Wellington, Lyttelton, Timaru, Dunedin. Due Auckland January 21. PACIFIC (U.S.S. Co.), left Sydney December 13 for Auckland, due December 19. TAIROA (Shaw Savill), left Hull November 20 for Auckland. Due January 9. MATAKANA (S.S. and A. Co.), left Liverpool November 23 for Auckland. Due January 9. SOUTHERN CROSS (U.S.S. Co.), left Sydney December 14 for Auckland. Due December 18. RUAHINE (N.Z.S. Co.), left London November 24 for Southampton, Wellington, Auckland. Due January 13. [417,385,550,453]
list-item: PORT DENISON (P. & O.) [316,655,374,662]
list-item: CANOPUS (N.S.S. Co.) [319,667,371,674]
at-nz-ports-heading: AT NEW ZEALAND PORTS [559,385,666,395]
list-item: Hauiti, Coromandel ....... To-day [282,426,350,433]
name-field[interactable]: I, ........................................................... of ............................................... [712,1080,899,1087]
aorangi-body: Cable advice has been received that the Aorangi sailed from Sydney at 4 p.m. yesterday for Auckland. [702,399,834,412]
list-item: NAPIER, WELLINGTON, LYTTELTON, TIMARU, OAMARU AND DUNEDIN [10,271,122,284]
